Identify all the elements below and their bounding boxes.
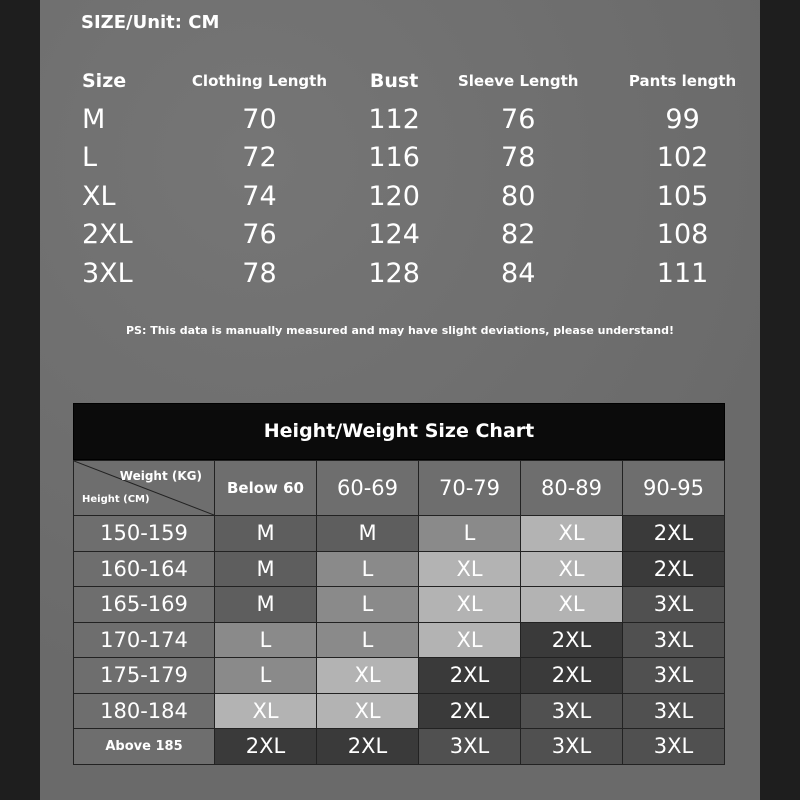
- height-range-label: 170-174: [74, 622, 215, 658]
- recommended-size-cell: M: [215, 516, 317, 552]
- measurement-value: 70: [242, 103, 277, 135]
- measurement-value: 128: [368, 257, 420, 289]
- measurement-value: 78: [501, 142, 536, 174]
- weight-col-2: 70-79: [419, 461, 521, 516]
- measurement-note: PS: This data is manually measured and may have slight deviations, please understand!: [126, 324, 674, 337]
- height-row: [74, 658, 725, 694]
- measurement-value: 82: [501, 219, 536, 251]
- recommended-size-cell: 3XL: [521, 729, 623, 765]
- measurement-value: 116: [368, 142, 420, 174]
- measurement-value: 120: [368, 180, 420, 212]
- measurement-value: 108: [656, 219, 709, 251]
- height-range-label: 160-164: [74, 551, 215, 587]
- recommended-size-cell: 3XL: [419, 729, 521, 765]
- measurement-value: 124: [368, 219, 420, 251]
- recommended-size-cell: 2XL: [419, 693, 521, 729]
- measurement-value: 99: [665, 103, 700, 135]
- recommended-size-cell: XL: [521, 551, 623, 587]
- recommended-size-cell: L: [419, 516, 521, 552]
- height-row: [74, 729, 725, 765]
- height-range-label: 150-159: [74, 516, 215, 552]
- weight-axis-label: Weight (KG): [119, 469, 202, 483]
- recommended-size-cell: L: [215, 658, 317, 694]
- measurement-value: 72: [242, 142, 277, 174]
- recommended-size-cell: 2XL: [521, 658, 623, 694]
- recommended-size-cell: XL: [419, 551, 521, 587]
- measurement-value: 76: [242, 219, 277, 251]
- header-size: Size: [82, 70, 127, 92]
- size-row: [60, 177, 760, 216]
- height-row: [74, 516, 725, 552]
- recommended-size-cell: XL: [521, 587, 623, 623]
- weight-col-0: Below 60: [215, 461, 317, 516]
- size-label: 3XL: [82, 257, 133, 289]
- recommended-size-cell: XL: [317, 693, 419, 729]
- recommended-size-cell: L: [317, 551, 419, 587]
- corner-cell: [74, 461, 215, 516]
- measurement-value: 80: [501, 180, 536, 212]
- measurement-value: 76: [501, 103, 536, 135]
- height-axis-label: Height (CM): [82, 494, 150, 505]
- recommended-size-cell: 3XL: [623, 622, 725, 658]
- size-table-header-row: [60, 62, 760, 100]
- recommended-size-cell: XL: [419, 587, 521, 623]
- recommended-size-cell: XL: [317, 658, 419, 694]
- recommended-size-cell: 3XL: [623, 693, 725, 729]
- size-row: [60, 216, 760, 255]
- weight-col-1: 60-69: [317, 461, 419, 516]
- height-range-label: 175-179: [74, 658, 215, 694]
- height-row: [74, 587, 725, 623]
- recommended-size-cell: 2XL: [521, 622, 623, 658]
- recommended-size-cell: 2XL: [317, 729, 419, 765]
- height-range-label: 180-184: [74, 693, 215, 729]
- measurement-value: 112: [368, 103, 420, 135]
- weight-header-row: [74, 461, 725, 516]
- size-row: [60, 100, 760, 139]
- recommended-size-cell: M: [215, 587, 317, 623]
- weight-col-4: 90-95: [623, 461, 725, 516]
- weight-col-3: 80-89: [521, 461, 623, 516]
- size-label: M: [82, 103, 106, 135]
- header-clothing-length: Clothing Length: [191, 72, 328, 90]
- measurement-value: 74: [242, 180, 277, 212]
- height-row: [74, 622, 725, 658]
- size-measurement-table: [60, 62, 760, 293]
- height-range-label: Above 185: [74, 729, 215, 765]
- recommended-size-cell: M: [317, 516, 419, 552]
- recommended-size-cell: 2XL: [623, 516, 725, 552]
- recommended-size-cell: 3XL: [521, 693, 623, 729]
- measurement-value: 84: [501, 257, 536, 289]
- recommended-size-cell: L: [317, 587, 419, 623]
- recommended-size-cell: 3XL: [623, 658, 725, 694]
- header-sleeve-length: Sleeve Length: [457, 72, 579, 90]
- size-label: XL: [82, 180, 116, 212]
- recommended-size-cell: 3XL: [623, 729, 725, 765]
- measurement-value: 105: [656, 180, 709, 212]
- unit-title: SIZE/Unit: CM: [81, 12, 220, 33]
- size-row: [60, 139, 760, 178]
- recommended-size-cell: 2XL: [419, 658, 521, 694]
- height-weight-table: [73, 460, 725, 765]
- height-row: [74, 551, 725, 587]
- height-range-label: 165-169: [74, 587, 215, 623]
- size-row: [60, 254, 760, 293]
- recommended-size-cell: M: [215, 551, 317, 587]
- recommended-size-cell: XL: [215, 693, 317, 729]
- header-pants-length: Pants length: [628, 72, 737, 90]
- recommended-size-cell: L: [215, 622, 317, 658]
- height-row: [74, 693, 725, 729]
- recommended-size-cell: 2XL: [623, 551, 725, 587]
- size-label: L: [82, 142, 98, 174]
- height-weight-chart: [73, 403, 725, 765]
- measurement-value: 111: [656, 257, 709, 289]
- measurement-value: 78: [242, 257, 277, 289]
- size-label: 2XL: [82, 219, 133, 251]
- recommended-size-cell: XL: [419, 622, 521, 658]
- measurement-value: 102: [656, 142, 709, 174]
- chart-title: Height/Weight Size Chart: [73, 403, 725, 460]
- recommended-size-cell: L: [317, 622, 419, 658]
- recommended-size-cell: 3XL: [623, 587, 725, 623]
- recommended-size-cell: XL: [521, 516, 623, 552]
- recommended-size-cell: 2XL: [215, 729, 317, 765]
- header-bust: Bust: [369, 70, 419, 92]
